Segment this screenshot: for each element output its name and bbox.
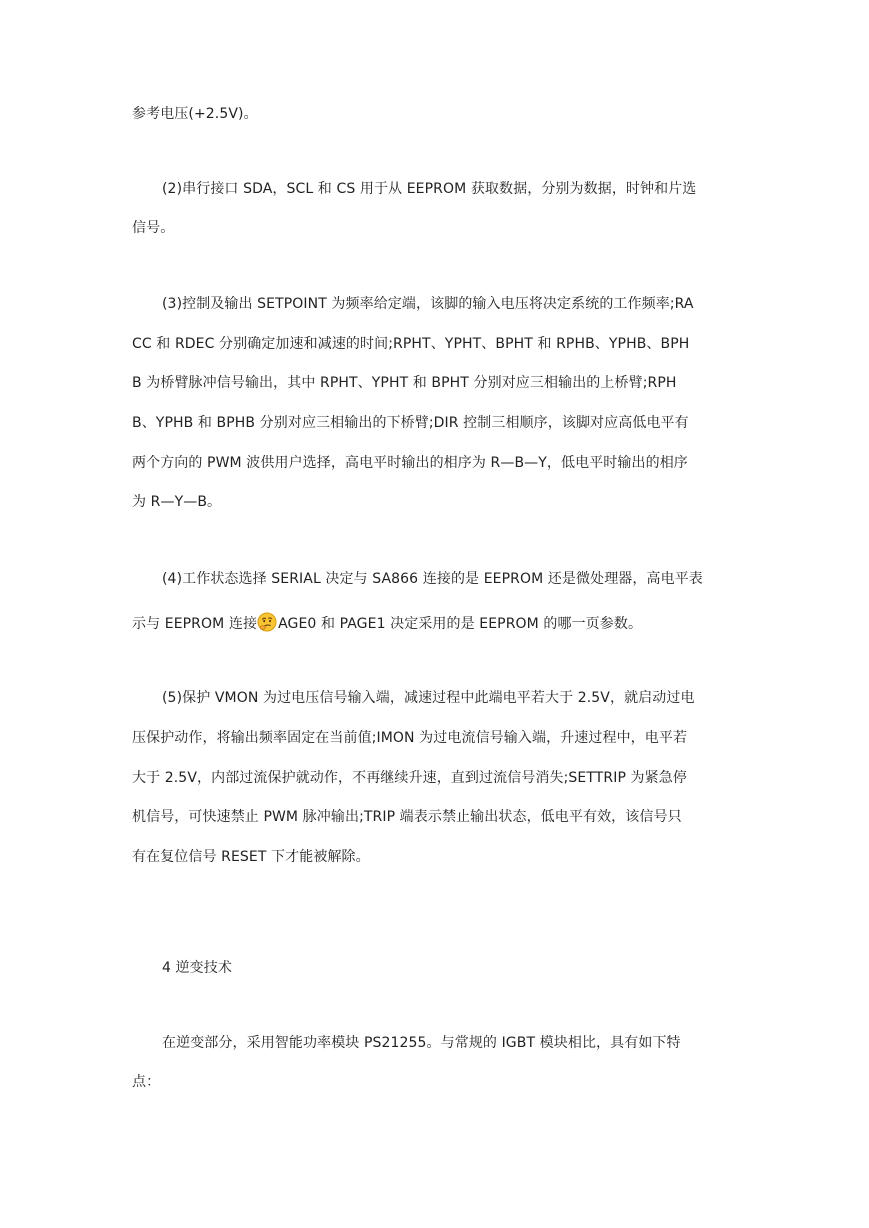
- thinking-face-emoji-icon: [257, 612, 277, 632]
- paragraph-4-line-1: (4)工作状态选择 SERIAL 决定与 SA866 连接的是 EEPROM 还是微处理器，高电平表: [162, 571, 703, 587]
- paragraph-3-line-3: B 为桥臂脉冲信号输出，其中 RPHT、YPHT 和 BPHT 分别对应三相输出的上桥臂;RPH: [132, 375, 677, 391]
- paragraph-2-line-1: (2)串行接口 SDA，SCL 和 CS 用于从 EEPROM 获取数据，分别为数据，时钟和片选: [162, 181, 697, 197]
- paragraph-4-line-2: [132, 612, 642, 634]
- paragraph-5-line-4: 机信号，可快速禁止 PWM 脉冲输出;TRIP 端表示禁止输出状态，低电平有效，该信号只: [132, 809, 682, 825]
- paragraph-5-line-5: 有在复位信号 RESET 下才能被解除。: [132, 849, 370, 865]
- paragraph-3-line-4: B、YPHB 和 BPHB 分别对应三相输出的下桥臂;DIR 控制三相顺序，该脚对应高低电平有: [132, 415, 689, 431]
- paragraph-5-line-1: (5)保护 VMON 为过电压信号输入端，减速过程中此端电平若大于 2.5V，就启动过电: [162, 690, 695, 706]
- paragraph-6-line-1: 在逆变部分，采用智能功率模块 PS21255。与常规的 IGBT 模块相比，具有如下特: [162, 1035, 681, 1051]
- paragraph-3-line-1: (3)控制及输出 SETPOINT 为频率给定端，该脚的输入电压将决定系统的工作频率;RA: [162, 296, 694, 312]
- paragraph-2-line-2: 信号。: [132, 220, 175, 236]
- section-heading: 4 逆变技术: [162, 960, 232, 976]
- paragraph-5-line-3: 大于 2.5V，内部过流保护就动作，不再继续升速，直到过流信号消失;SETTRIP 为紧急停: [132, 770, 687, 786]
- paragraph-3-line-2: CC 和 RDEC 分别确定加速和减速的时间;RPHT、YPHT、BPHT 和 RPHB、YPHB、BPH: [132, 336, 690, 352]
- paragraph-4-line-2-before: 示与 EEPROM 连接: [132, 616, 258, 632]
- intro-line: 参考电压(+2.5V)。: [132, 106, 258, 122]
- paragraph-3-line-5: 两个方向的 PWM 波供用户选择，高电平时输出的相序为 R—B—Y，低电平时输出的相序: [132, 455, 688, 471]
- paragraph-3-line-6: 为 R—Y—B。: [132, 494, 222, 510]
- paragraph-5-line-2: 压保护动作，将输出频率固定在当前值;IMON 为过电流信号输入端，升速过程中，电平若: [132, 730, 688, 746]
- paragraph-6-line-2: 点：: [132, 1074, 161, 1090]
- paragraph-4-line-2-after: AGE0 和 PAGE1 决定采用的是 EEPROM 的哪一页参数。: [278, 616, 643, 632]
